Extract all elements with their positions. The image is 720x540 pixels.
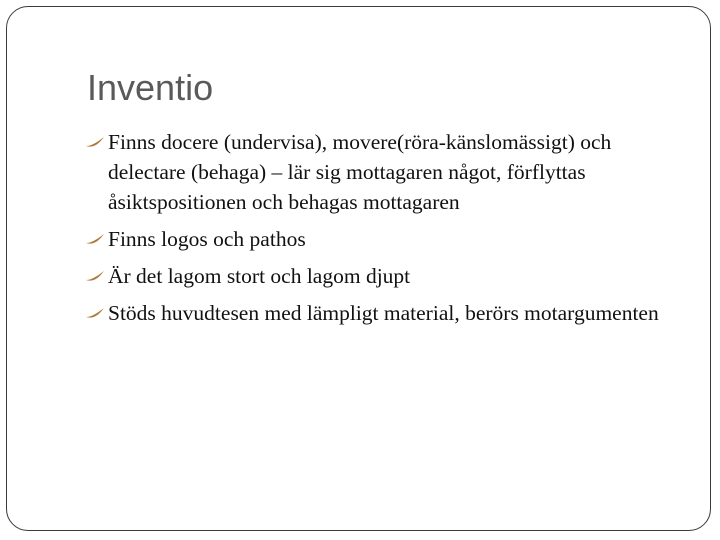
slide [6,6,711,531]
bullet-text: Finns logos och pathos [108,227,306,251]
bullet-text: Finns docere (undervisa), movere(röra-känslomässigt) och delectare (behaga) – lär sig mottagaren något, förflyttas åsiktspositionen och behagas mottagaren [108,130,612,214]
list-item [85,298,685,328]
swoosh-bullet-icon [85,224,107,254]
list-item [85,261,685,291]
bullet-list [85,127,685,335]
swoosh-bullet-icon [85,261,107,291]
swoosh-bullet-icon [85,298,107,328]
bullet-text: Är det lagom stort och lagom djupt [108,264,411,288]
bullet-text: Stöds huvudtesen med lämpligt material, berörs motargumenten [108,301,659,325]
list-item [85,224,685,254]
slide-title: Inventio [87,67,214,108]
swoosh-bullet-icon [85,127,107,157]
list-item [85,127,685,217]
